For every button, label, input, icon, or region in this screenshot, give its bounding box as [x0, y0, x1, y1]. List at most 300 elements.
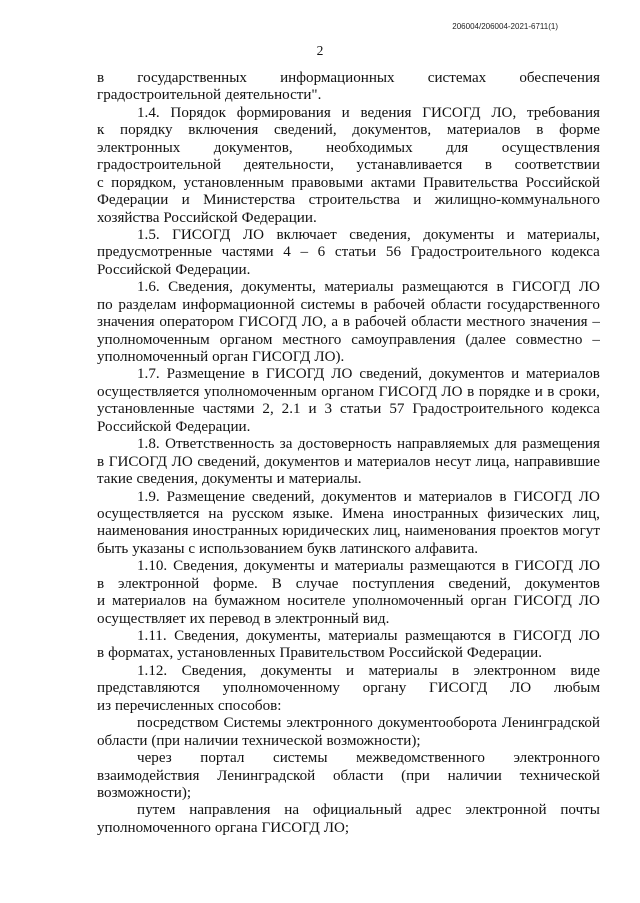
word: Российской: [525, 174, 600, 191]
word: Федерации.: [175, 261, 251, 278]
word: в: [467, 383, 475, 400]
word: государственного: [487, 296, 600, 313]
word: ЛО: [578, 593, 600, 610]
text-line: [97, 768, 600, 785]
word: значения: [530, 314, 588, 331]
word: физических: [487, 505, 564, 522]
word: ЛО: [509, 680, 532, 697]
word: наименования: [404, 523, 497, 540]
word: ГИСОГД: [428, 680, 488, 697]
word: документы,: [246, 628, 321, 644]
word: формирования: [236, 104, 331, 121]
word: Ответственность: [165, 436, 275, 453]
word: 1.5.: [137, 226, 160, 243]
word: в: [360, 296, 368, 313]
text-line: [97, 192, 600, 209]
word: ГИСОГД: [513, 488, 572, 505]
word: актами: [370, 174, 416, 191]
word: Российской: [97, 418, 172, 435]
word: взаимодействия: [97, 767, 200, 784]
word: ЛО,: [491, 104, 517, 121]
word: несут: [435, 453, 471, 470]
word: на: [208, 505, 224, 522]
word: электронного: [513, 750, 600, 767]
word: частями: [221, 244, 274, 261]
word: и: [506, 226, 515, 243]
word: на: [192, 593, 208, 610]
word: правовыми: [291, 174, 364, 191]
word: ЛО: [578, 628, 600, 644]
text-line: [97, 645, 600, 662]
word: ЛО,: [301, 314, 327, 331]
word: наименования: [97, 523, 189, 540]
word: официальный: [312, 802, 402, 819]
word: области: [430, 296, 482, 313]
text-line: [97, 680, 600, 697]
word: 1.7.: [137, 366, 160, 383]
word: размещаются: [401, 279, 489, 296]
word: совместно: [515, 331, 583, 348]
word: межведомственного: [356, 750, 485, 767]
word: (далее: [465, 331, 506, 348]
word: осуществления: [501, 139, 600, 156]
word: устанавливается: [356, 157, 463, 174]
word: материалы,: [526, 226, 600, 243]
word: (при: [401, 767, 430, 784]
word: порядку: [120, 122, 173, 139]
word: ГИСОГД: [513, 593, 572, 610]
word: Правительства: [423, 174, 519, 191]
word: электронной: [465, 802, 547, 819]
word: 2.1: [281, 401, 301, 418]
word: форматах,: [108, 645, 174, 662]
text-line: [97, 558, 600, 575]
word: Порядок: [170, 104, 226, 121]
word: 1.6.: [137, 279, 160, 296]
word: порядке: [478, 383, 531, 400]
text-line: [97, 332, 600, 349]
word: способов:: [217, 697, 282, 714]
word: в: [452, 662, 460, 679]
word: лица,: [475, 453, 510, 470]
text-line: [97, 611, 600, 628]
word: порядком,: [111, 174, 177, 191]
word: юридических: [282, 523, 370, 540]
word: обеспечения: [519, 70, 600, 86]
word: органом: [219, 331, 273, 348]
word: рабочей: [354, 314, 407, 331]
word: форме.: [213, 575, 258, 592]
word: и: [345, 662, 355, 679]
word: виде: [570, 662, 600, 679]
word: строительства: [308, 192, 400, 209]
word: ЛО: [578, 279, 600, 296]
word: сведений,: [273, 122, 337, 139]
word: ЛО: [242, 226, 265, 243]
word: документов: [524, 575, 600, 592]
word: Размещение: [166, 366, 245, 383]
word: установленных: [177, 645, 276, 662]
word: форме: [559, 122, 600, 139]
word: материалы: [324, 279, 394, 296]
word: такие: [97, 471, 133, 488]
word: материалы.: [288, 471, 362, 488]
word: 3: [324, 401, 333, 418]
word: ГИСОГД: [378, 383, 437, 400]
word: ГИСОГД: [252, 349, 311, 365]
text-line: [97, 244, 600, 261]
word: документов,: [213, 139, 293, 156]
word: 1.9.: [137, 488, 160, 505]
word: вид.: [362, 610, 390, 627]
word: адрес: [415, 802, 452, 819]
word: кодекса: [551, 244, 600, 261]
word: направления: [189, 802, 271, 819]
word: Сведения,: [181, 662, 247, 679]
word: электронных: [97, 139, 181, 156]
word: представляются: [97, 680, 200, 697]
word: сведения,: [349, 226, 411, 243]
word: материалов: [526, 366, 600, 383]
text-line: [97, 366, 600, 383]
word: оператором: [159, 314, 234, 331]
word: –: [592, 331, 600, 348]
word: в: [498, 628, 506, 644]
word: иностранных: [392, 505, 479, 522]
word: и: [413, 192, 422, 209]
page-number: 2: [316, 43, 324, 58]
word: органа: [214, 819, 258, 836]
word: частями: [202, 401, 255, 418]
word: местного: [466, 314, 526, 331]
document-body: [97, 70, 600, 837]
word: электронном: [473, 662, 556, 679]
word: Правительством: [279, 645, 385, 662]
word: уполномоченному: [222, 680, 340, 697]
word: за: [279, 436, 293, 453]
word: в: [342, 314, 351, 331]
word: документы: [260, 662, 332, 679]
word: 57: [389, 401, 405, 418]
word: 1.10.: [137, 558, 168, 575]
word: размещаются: [409, 558, 496, 575]
word: информационной: [182, 296, 295, 313]
word: государственных: [137, 70, 247, 86]
word: 4: [283, 244, 291, 261]
word: Сведения,: [168, 279, 233, 296]
text-line: [97, 454, 600, 471]
word: Градостроительного: [412, 401, 544, 418]
word: технической: [242, 732, 323, 749]
word: осуществляется: [97, 505, 200, 522]
word: а: [331, 314, 339, 331]
word: с: [97, 174, 104, 191]
word: документооборота: [377, 715, 497, 732]
word: –: [592, 314, 600, 331]
text-line: [97, 297, 600, 314]
word: Сведения,: [173, 558, 238, 575]
word: ГИСОГД: [266, 366, 325, 383]
word: орган: [470, 593, 507, 610]
word: для: [494, 436, 517, 453]
word: ЛО: [331, 366, 353, 383]
word: проектов: [500, 523, 559, 540]
word: в: [536, 122, 544, 139]
word: органом: [321, 383, 375, 400]
word: статьи: [334, 244, 377, 261]
word: 1.11.: [137, 628, 167, 644]
word: сведений,: [448, 575, 511, 592]
word: перевод: [209, 610, 260, 627]
word: возможности);: [97, 784, 192, 801]
text-line: [97, 140, 600, 157]
word: в: [496, 279, 504, 296]
word: 56: [385, 244, 401, 261]
word: сведений,: [359, 366, 423, 383]
text-line: [97, 489, 600, 506]
word: в: [251, 366, 260, 383]
word: орган: [212, 349, 249, 365]
word: документы: [201, 471, 273, 488]
word: жилищно-коммунального: [434, 192, 600, 209]
word: и: [341, 104, 350, 121]
word: 6: [317, 244, 326, 261]
text-line: [97, 663, 600, 680]
word: информационных: [280, 70, 395, 86]
word: соответствии: [514, 157, 600, 174]
word: и: [403, 488, 412, 505]
word: в: [547, 383, 555, 400]
word: в: [263, 610, 272, 627]
text-line: [97, 802, 600, 819]
word: из: [97, 697, 112, 714]
word: в: [97, 575, 105, 592]
word: предусмотренные: [97, 244, 212, 261]
text-line: [97, 506, 600, 523]
word: –: [300, 244, 309, 261]
word: местного: [282, 331, 342, 348]
text-line: [97, 262, 600, 279]
text-line: [97, 70, 600, 87]
word: и: [344, 453, 353, 470]
word: Федерации.: [175, 418, 251, 435]
text-line: [97, 419, 600, 436]
word: технической: [519, 767, 600, 784]
text-line: [97, 820, 600, 837]
word: любым: [553, 680, 600, 697]
word: ЛО: [441, 383, 463, 400]
word: алфавита.: [414, 540, 479, 557]
word: 1.4.: [137, 104, 160, 121]
word: и: [511, 366, 520, 383]
word: деятельности".: [225, 87, 322, 104]
text-line: [97, 750, 600, 767]
word: размещения: [522, 436, 600, 453]
word: сведений,: [197, 453, 260, 470]
text-line: [97, 541, 600, 558]
word: лиц,: [373, 523, 401, 540]
text-line: [97, 401, 600, 418]
word: в: [97, 645, 105, 662]
word: ГИСОГД: [238, 314, 297, 331]
word: Размещение: [166, 488, 245, 505]
word: и: [276, 471, 285, 488]
word: необходимых: [326, 139, 413, 156]
word: электронный: [274, 610, 359, 627]
word: материалов: [356, 453, 431, 470]
word: значения: [97, 314, 155, 331]
word: в: [97, 453, 105, 470]
word: направившие: [514, 453, 600, 470]
word: наличии: [447, 767, 502, 784]
word: и: [320, 558, 329, 575]
word: уполномоченным: [204, 383, 317, 400]
word: латинского: [340, 540, 411, 557]
word: к: [97, 122, 105, 139]
word: перечисленных: [114, 697, 215, 714]
document-registration-number: 206004/206004-2021-6711(1): [452, 22, 558, 31]
word: материалы: [334, 558, 404, 575]
word: градостроительной: [97, 87, 222, 104]
word: уполномоченный: [97, 349, 209, 365]
word: материалы: [368, 662, 438, 679]
word: иностранных: [192, 523, 279, 540]
word: уполномоченный: [352, 593, 464, 610]
word: установленным: [183, 174, 284, 191]
word: Сведения,: [174, 628, 239, 644]
word: ЛО: [578, 558, 600, 575]
word: Министерства: [203, 192, 296, 209]
word: ГИСОГД: [422, 104, 481, 121]
word: рабочей: [373, 296, 426, 313]
word: установленные: [97, 401, 195, 418]
text-line: [97, 384, 600, 401]
word: языке.: [292, 505, 334, 522]
word: русском: [232, 505, 284, 522]
word: кодекса: [551, 401, 600, 418]
word: их: [189, 610, 206, 627]
word: ЛО;: [323, 819, 350, 836]
word: использованием: [199, 540, 304, 557]
word: и: [181, 192, 190, 209]
word: ГИСОГД: [514, 558, 573, 575]
word: органу: [362, 680, 407, 697]
word: через: [137, 750, 172, 767]
word: путем: [137, 802, 176, 819]
word: системах: [427, 70, 487, 86]
word: документы: [423, 226, 494, 243]
word: материалы: [328, 628, 398, 644]
word: В: [271, 575, 282, 592]
word: ГИСОГД: [172, 226, 231, 243]
word: самоуправления: [351, 331, 456, 348]
word: материалов: [418, 488, 493, 505]
text-line: [97, 349, 600, 366]
text-line: [97, 471, 600, 488]
word: ГИСОГД: [108, 453, 168, 470]
text-line: [97, 105, 600, 122]
word: электронной: [118, 575, 200, 592]
word: направляемых: [397, 436, 490, 453]
word: указаны: [132, 540, 185, 557]
word: возможности);: [326, 732, 421, 749]
word: случае: [295, 575, 339, 592]
text-line: [97, 157, 600, 174]
word: ГИСОГД: [261, 819, 320, 836]
word: ГИСОГД: [512, 279, 571, 296]
word: ЛО).: [314, 349, 345, 365]
text-line: [97, 715, 600, 732]
word: быть: [97, 540, 129, 557]
word: достоверность: [297, 436, 392, 453]
word: и: [97, 593, 106, 610]
word: Ленинградской: [501, 715, 600, 732]
word: ЛО: [578, 488, 600, 505]
word: могут: [562, 523, 600, 540]
word: материалов: [112, 593, 186, 610]
text-line: [97, 785, 600, 802]
text-line: [97, 279, 600, 296]
word: носителе: [287, 593, 346, 610]
word: документов,: [352, 122, 432, 139]
word: включения: [188, 122, 259, 139]
word: наличии: [184, 732, 239, 749]
word: в: [97, 70, 105, 86]
word: в: [501, 558, 509, 575]
word: 1.8.: [137, 436, 160, 453]
word: хозяйства: [97, 209, 160, 226]
word: уполномоченного: [97, 819, 211, 836]
text-line: [97, 227, 600, 244]
word: (при: [151, 732, 181, 749]
word: Российской: [97, 261, 172, 278]
word: Федерации.: [466, 645, 542, 662]
word: градостроительной: [97, 157, 222, 174]
word: с: [188, 540, 196, 557]
text-line: [97, 175, 600, 192]
word: бумажном: [214, 593, 281, 610]
word: разделам: [118, 296, 177, 313]
word: посредством: [137, 715, 219, 732]
text-line: [97, 314, 600, 331]
word: Российской: [388, 645, 463, 662]
word: документов: [264, 453, 340, 470]
text-line: [97, 122, 600, 139]
word: области: [411, 314, 462, 331]
word: Ленинградской: [217, 767, 316, 784]
word: Системы: [223, 715, 282, 732]
word: системы: [273, 750, 328, 767]
word: 1.12.: [137, 662, 168, 679]
word: Имена: [342, 505, 384, 522]
word: включает: [276, 226, 337, 243]
word: документов: [429, 366, 505, 383]
word: документы,: [241, 279, 316, 296]
word: области: [332, 767, 384, 784]
word: документы: [243, 558, 315, 575]
text-line: [97, 576, 600, 593]
word: системы: [300, 296, 355, 313]
text-line: [97, 698, 600, 715]
text-line: [97, 733, 600, 750]
text-line: [97, 523, 600, 540]
word: электронного: [286, 715, 373, 732]
text-line: [97, 593, 600, 610]
word: Федерации.: [241, 209, 317, 226]
word: по: [97, 296, 113, 313]
word: сроки,: [558, 383, 600, 400]
word: осуществляется: [97, 383, 200, 400]
